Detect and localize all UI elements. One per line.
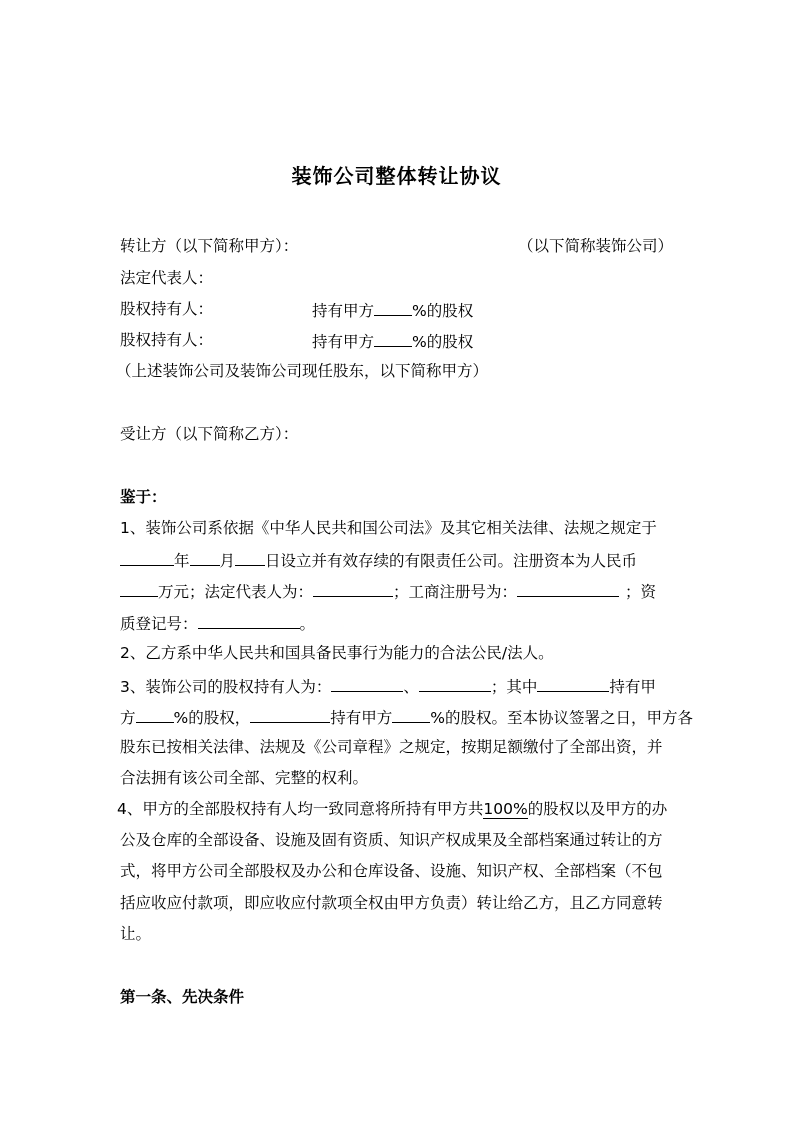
clause-1-line-3 — [120, 580, 656, 602]
whereas-heading: 鉴于： — [120, 488, 167, 506]
shareholder-2-share-prefix: 持有甲方 — [312, 333, 375, 351]
blank-field — [120, 580, 158, 597]
clause-3-holds-2: 持有甲方 — [330, 709, 393, 727]
blank-field — [517, 580, 619, 597]
transferor-label: 转让方（以下简称甲方）： — [120, 237, 299, 255]
blank-field — [120, 549, 174, 566]
qualification-number-label: 质登记号： — [120, 615, 198, 633]
clause-1-line-2-rest: 日设立并有效存续的有限责任公司。注册资本为人民币 — [265, 552, 638, 570]
year-label: 年 — [174, 552, 190, 570]
blank-field — [190, 549, 220, 566]
clause-1-end: 。 — [299, 615, 316, 633]
clause-3-share-1: %的股权， — [173, 709, 251, 727]
clause-1-line-4 — [120, 612, 315, 634]
clause-4-continue: 的股权以及甲方的办 — [527, 800, 668, 818]
shareholder-2-label: 股权持有人： — [120, 331, 214, 349]
shareholder-1-share — [312, 299, 473, 321]
clause-3-holds: 持有甲 — [609, 678, 656, 696]
blank-field — [392, 706, 430, 723]
blank-field — [235, 549, 265, 566]
clause-3-line-3: 股东已按相关法律、法规及《公司章程》之规定，按期足额缴付了全部出资，并 — [120, 738, 663, 756]
blank-field — [313, 580, 393, 597]
blank-field — [136, 706, 174, 723]
blank-field — [419, 675, 491, 692]
clause-1-line-2 — [120, 549, 637, 571]
document-title: 装饰公司整体转让协议 — [291, 164, 502, 188]
blank-field — [250, 706, 330, 723]
transferee-label: 受让方（以下简称乙方）： — [120, 425, 299, 443]
clause-3-among: ；其中 — [490, 678, 538, 696]
legal-representative-label: 法定代表人： — [120, 269, 214, 287]
clause-4-line-2: 公及仓库的全部设备、设施及固有资质、知识产权成果及全部档案通过转让的方 — [120, 831, 663, 849]
party-a-note: （上述装饰公司及装饰公司现任股东，以下简称甲方） — [116, 362, 489, 380]
capital-unit-text: 万元；法定代表人为： — [158, 583, 314, 601]
shareholder-2-share — [312, 330, 473, 352]
clause-1-line-1: 1、装饰公司系依据《中华人民共和国公司法》及其它相关法律、法规之规定于 — [120, 519, 657, 537]
article-1-heading: 第一条、先决条件 — [120, 988, 245, 1006]
clause-4-intro: 4、甲方的全部股权持有人均一致同意将所持有甲方共 — [117, 800, 484, 818]
transferor-alias: （以下简称装饰公司） — [518, 237, 674, 255]
clause-1-line-3-tail: ；资 — [625, 583, 657, 601]
separator: 、 — [403, 678, 419, 696]
blank-field — [537, 675, 609, 692]
clause-3-party: 方 — [120, 709, 136, 727]
blank-field — [374, 330, 412, 347]
clause-4-percentage: 100% — [483, 800, 528, 818]
clause-2: 2、乙方系中华人民共和国具备民事行为能力的合法公民/法人。 — [120, 644, 554, 662]
shareholder-1-label: 股权持有人： — [120, 300, 214, 318]
clause-4-line-3: 式，将甲方公司全部股权及办公和仓库设备、设施、知识产权、全部档案（不包 — [120, 862, 663, 880]
shareholder-1-share-suffix: %的股权 — [412, 302, 474, 320]
clause-4-line-1 — [117, 799, 667, 819]
clause-3-shareholders-label: 3、装饰公司的股权持有人为： — [120, 678, 332, 696]
blank-field — [331, 675, 403, 692]
clause-3-line-4: 合法拥有该公司全部、完整的权利。 — [120, 769, 369, 787]
shareholder-1-share-prefix: 持有甲方 — [312, 302, 375, 320]
clause-4-line-4: 括应收应付款项，即应收应付款项全权由甲方负责）转让给乙方，且乙方同意转 — [120, 894, 663, 912]
clause-4-line-5: 让。 — [120, 925, 152, 943]
blank-field — [198, 612, 300, 629]
clause-3-share-2: %的股权。至本协议签署之日，甲方各 — [430, 709, 693, 727]
clause-3-line-1 — [120, 675, 656, 697]
clause-3-line-2 — [120, 706, 693, 728]
month-label: 月 — [219, 552, 236, 570]
registration-number-label: ；工商注册号为： — [393, 583, 518, 601]
shareholder-2-share-suffix: %的股权 — [412, 333, 474, 351]
blank-field — [374, 299, 412, 316]
